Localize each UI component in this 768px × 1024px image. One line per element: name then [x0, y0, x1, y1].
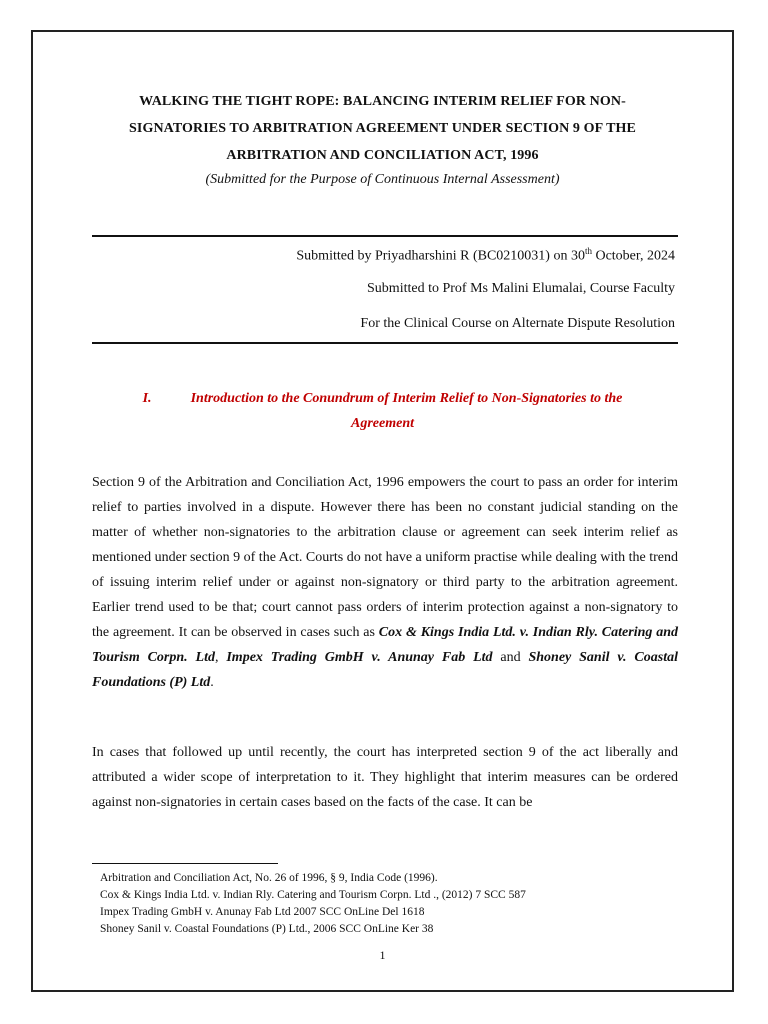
paragraph-1 [92, 470, 678, 695]
course-line: For the Clinical Course on Alternate Dispute Resolution [360, 316, 675, 331]
top-rule [92, 235, 678, 237]
page-number: 1 [379, 948, 386, 962]
section-numeral: I. [142, 391, 152, 406]
separator: and [492, 650, 529, 665]
sentence-end: . [210, 675, 214, 690]
submitted-by-date: October, 2024 [591, 248, 675, 264]
case-citation: Impex Trading GmbH v. Anunay Fab Ltd [226, 650, 493, 665]
title-line: WALKING THE TIGHT ROPE: BALANCING INTERIM RELIEF FOR NON- [139, 94, 626, 109]
submitted-by-line [296, 246, 675, 265]
paragraph-2: In cases that followed up until recently, the court has interpreted section 9 of the act liberally and attributed a wider scope of interpretation to it. They highlight that interim measures can be ordered against non-signatories in certain cases based on the facts of the case. It can be [92, 745, 678, 810]
bottom-rule [92, 342, 678, 344]
submitted-to-line: Submitted to Prof Ms Malini Elumalai, Course Faculty [367, 281, 675, 296]
title-line: SIGNATORIES TO ARBITRATION AGREEMENT UNDER SECTION 9 OF THE [129, 121, 636, 136]
paragraph-1-text: Section 9 of the Arbitration and Conciliation Act, 1996 empowers the court to pass an order for interim relief to parties involved in a dispute. However there has been no constant judicial standing on the matter of whether non-signatories to the arbitration clause or agreement can seek interim relief as mentioned under section 9 of the Act. Courts do not have a uniform practise while dealing with the trend of issuing interim relief under or against non-signatory or third party to the arbitration agreement. Earlier trend used to be that; court cannot pass orders of interim protection against a non-signatory to the agreement. It can be observed in cases such as [92, 475, 678, 640]
case-citation: Shoney Sanil v. Coastal Foundations (P) Ltd [92, 650, 678, 690]
title-line: ARBITRATION AND CONCILIATION ACT, 1996 [226, 148, 539, 163]
footnote: Impex Trading GmbH v. Anunay Fab Ltd 2007 SCC OnLine Del 1618 [100, 906, 425, 918]
submitted-by-text: Submitted by Priyadharshini R (BC0210031) on 30 [296, 248, 585, 264]
section-heading [33, 386, 732, 436]
separator: , [214, 650, 227, 665]
section-heading-line2: Agreement [351, 416, 414, 431]
date-superscript: th [584, 246, 592, 256]
document-title [33, 88, 732, 169]
document-subtitle: (Submitted for the Purpose of Continuous Internal Assessment) [205, 172, 560, 187]
document-page [31, 30, 734, 992]
section-heading-line1: Introduction to the Conundrum of Interim Relief to Non-Signatories to the [190, 391, 623, 406]
footnote: Cox & Kings India Ltd. v. Indian Rly. Catering and Tourism Corpn. Ltd ., (2012) 7 SCC 587 [100, 889, 526, 901]
case-citation: Cox & Kings India Ltd. v. Indian Rly. Catering and Tourism Corpn. Ltd [92, 625, 678, 665]
footnote-separator [92, 863, 278, 864]
footnote: Arbitration and Conciliation Act, No. 26 of 1996, § 9, India Code (1996). [100, 872, 438, 884]
footnotes [100, 870, 526, 938]
footnote: Shoney Sanil v. Coastal Foundations (P) Ltd., 2006 SCC OnLine Ker 38 [100, 923, 434, 935]
